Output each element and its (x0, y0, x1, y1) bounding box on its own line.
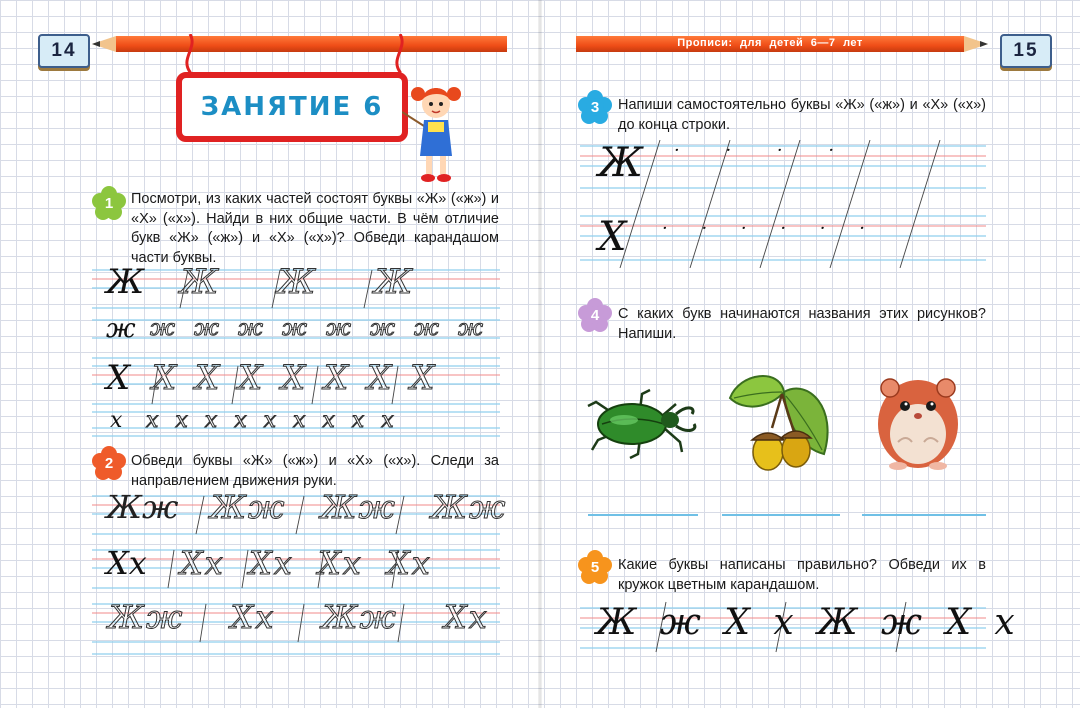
t1-row3-trace: Х Х Х Х Х Х Х (152, 358, 439, 398)
t1-row4-sample: х (110, 408, 123, 433)
t2-row1-sample: Жж (106, 488, 179, 526)
t5-letters-row: Ж ж Х х Ж ж Х х (596, 602, 1015, 643)
t1-row1-sample: Ж (106, 262, 145, 302)
t2-row3-trace: Жж Хх Жж Хх (108, 598, 489, 636)
task-badge-2: 2 (92, 446, 126, 480)
right-page (540, 0, 1080, 708)
t1-row4-trace: х х х х х х х х х (146, 408, 399, 433)
answer-line-2[interactable] (722, 514, 840, 516)
t1-row1-trace: Ж Ж Ж (180, 262, 437, 302)
task-2-text: Обведи буквы «Ж» («ж») и «Х» («х»). Следи за направлением движения руки. (131, 453, 499, 489)
task-badge-1: 1 (92, 186, 126, 220)
oak-acorn-icon (720, 368, 844, 476)
lesson-sign (176, 72, 408, 142)
task-5-text: Какие буквы написаны правильно? Обведи их в кружок цветным карандашом. (618, 557, 986, 593)
task-3-text: Напиши самостоятельно буквы «Ж» («ж») и «Х» («х») до конца строки. (618, 97, 986, 133)
t2-row1-trace: Жж Жж Жж (210, 488, 508, 526)
page-number-left: 14 (38, 34, 90, 68)
beetle-icon (584, 384, 704, 460)
t3-row2-sample: Х (598, 214, 627, 260)
t1-row2-trace: ж ж ж ж ж ж ж ж (150, 316, 490, 341)
t3-row2-dots: · · · · · · (662, 218, 865, 239)
task-1-text: Посмотри, из каких частей состоят буквы «Ж» («ж») и «Х» («х»). Найди в них общие части. В чём отличие букв «Ж» («ж») и «Х» («х»)? Обведи карандашом части буквы. (131, 191, 499, 266)
t3-row1-dots: · · · · (674, 140, 835, 161)
hamster-icon (872, 368, 964, 472)
girl-with-pointer-icon (402, 78, 462, 188)
task-4-text: С каких букв начинаются названия этих рисунков? Напиши. (618, 306, 986, 342)
lesson-title: ЗАНЯТИЕ 6 (200, 92, 384, 122)
task-badge-3: 3 (578, 90, 612, 124)
t2-row2-sample: Хх (106, 544, 147, 582)
answer-line-3[interactable] (862, 514, 986, 516)
t1-row3-sample: Х (106, 358, 131, 398)
book-title: Прописи: для детей 6—7 лет (677, 37, 863, 49)
answer-line-1[interactable] (588, 514, 698, 516)
task-badge-4: 4 (578, 298, 612, 332)
t2-row2-trace: Хх Хх Хх Хх (180, 544, 432, 582)
page-number-right: 15 (1000, 34, 1052, 68)
task-badge-5: 5 (578, 550, 612, 584)
t1-row2-sample: ж (106, 314, 136, 344)
t3-row1-sample: Ж (598, 140, 643, 186)
